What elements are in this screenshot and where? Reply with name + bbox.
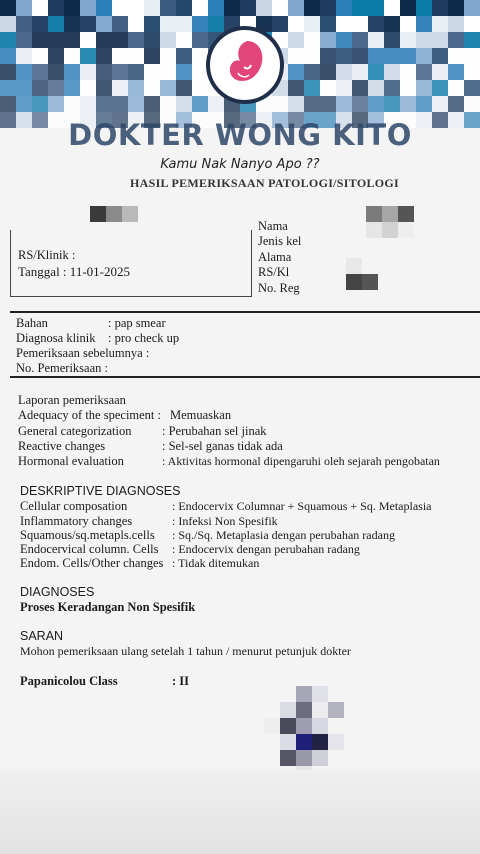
bahan-label: Bahan [16,316,48,330]
saran-value: Mohon pemeriksaan ulang setelah 1 tahun / menurut petunjuk dokter [20,644,351,658]
descriptive-row-label: Inflammatory changes [20,514,133,528]
diagnosa-klinik-label: Diagnosa klinik [16,331,96,345]
field-nama: Nama [258,219,288,233]
diagnosa-klinik-value: : pro check up [108,331,180,345]
laporan-row-label: Hormonal evaluation [18,454,124,468]
laporan-row-label: General categorization [18,424,132,438]
laporan-heading: Laporan pemeriksaan [18,393,126,407]
descriptive-row-label: Cellular composation [20,499,128,513]
bahan-value: : pap smear [108,316,166,330]
descriptive-row-value: : Endocervix Columnar + Squamous + Sq. Metaplasia [172,499,432,513]
fetus-icon [220,37,270,94]
laporan-row-value: Memuaskan [170,408,232,422]
descriptive-row-label: Squamous/sq.metapls.cells [20,528,155,542]
descriptive-row-value: : Infeksi Non Spesifik [172,514,278,528]
brand-title: DOKTER WONG KITO [68,118,412,152]
laporan-row-value: : Sel-sel ganas tidak ada [162,439,283,453]
field-jenis-kelamin: Jenis kel [258,234,302,248]
descriptive-row-label: Endocervical column. Cells [20,542,159,556]
descriptive-heading: DESKRIPTIVE DIAGNOSES [20,484,181,498]
field-alamat: Alama [258,250,292,264]
field-rs-klinik: RS/Kl [258,265,290,279]
diagnoses-heading: DIAGNOSES [20,585,95,599]
no-pemeriksaan-label: No. Pemeriksaan : [16,361,108,375]
field-no-reg: No. Reg [258,281,300,295]
laporan-row-value: : Perubahan sel jinak [162,424,267,438]
laporan-row-value: : Aktivitas hormonal dipengaruhi oleh sejarah pengobatan [162,454,440,468]
papanicolou-value: : II [172,674,190,688]
saran-heading: SARAN [20,629,64,643]
document-title: HASIL PEMERIKSAAN PATOLOGI/SITOLOGI [130,176,400,190]
bottom-fade [0,770,480,854]
descriptive-row-value: : Sq./Sq. Metaplasia dengan perubahan radang [172,528,395,542]
divider [10,376,480,378]
pemeriksaan-sebelumnya-label: Pemeriksaan sebelumnya : [16,346,150,360]
tagline: Kamu Nak Nanyo Apo ?? [160,157,320,172]
laporan-row-label: Adequacy of the speciment : [18,408,162,422]
clinic-logo [206,26,284,104]
divider [10,311,480,313]
descriptive-row-label: Endom. Cells/Other changes [20,556,164,570]
descriptive-row-value: : Tidak ditemukan [172,556,260,570]
tanggal-field: Tanggal : 11-01-2025 [18,264,130,279]
rs-klinik-label: RS/Klinik : [18,248,76,262]
laporan-row-label: Reactive changes [18,439,106,453]
descriptive-row-value: : Endocervix dengan perubahan radang [172,542,360,556]
diagnoses-value: Proses Keradangan Non Spesifik [20,600,196,614]
papanicolou-label: Papanicolou Class [20,674,118,688]
